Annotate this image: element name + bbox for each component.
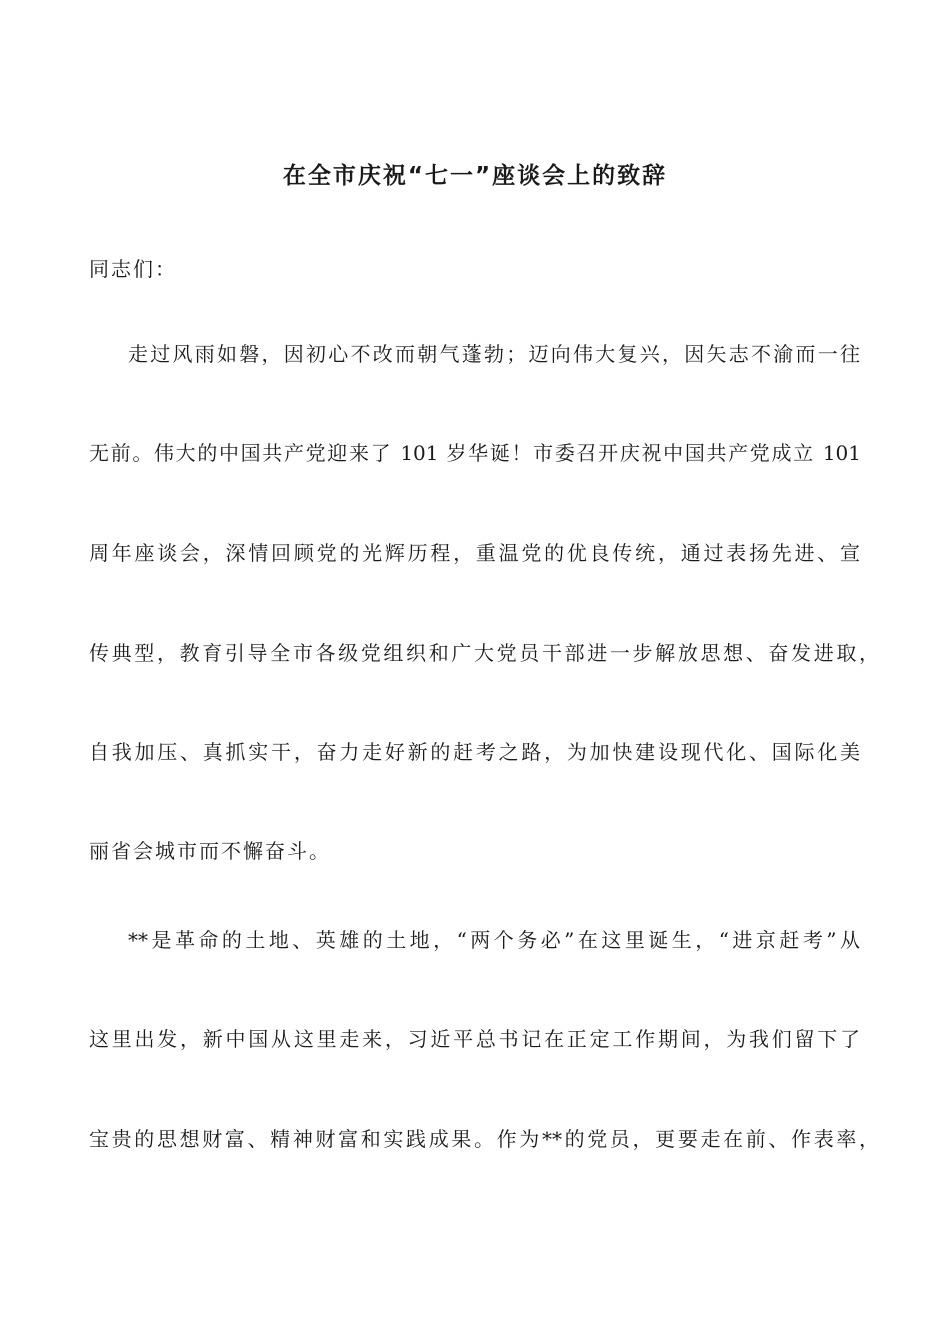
salutation: 同志们：	[89, 257, 177, 281]
paragraph-line: 周年座谈会，深情回顾党的光辉历程，重温党的优良传统，通过表扬先进、宣	[89, 541, 860, 565]
paragraph-line: **是革命的土地、英雄的土地，“两个务必”在这里诞生，“进京赶考”从	[128, 928, 860, 952]
paragraph-line: 走过风雨如磐，因初心不改而朝气蓬勃；迈向伟大复兴，因矢志不渝而一往	[128, 342, 860, 366]
paragraph-line: 丽省会城市而不懈奋斗。	[89, 839, 331, 863]
paragraph-line: 宝贵的思想财富、精神财富和实践成果。作为**的党员，更要走在前、作表率，	[89, 1127, 879, 1151]
document-title: 在全市庆祝“七一”座谈会上的致辞	[282, 163, 668, 189]
paragraph-line: 这里出发，新中国从这里走来，习近平总书记在正定工作期间，为我们留下了	[89, 1027, 860, 1051]
paragraph-line: 自我加压、真抓实干，奋力走好新的赶考之路，为加快建设现代化、国际化美	[89, 740, 860, 764]
paragraph-line: 传典型，教育引导全市各级党组织和广大党员干部进一步解放思想、奋发进取，	[89, 641, 879, 665]
paragraph-line: 无前。伟大的中国共产党迎来了 101 岁华诞！市委召开庆祝中国共产党成立 101	[89, 441, 861, 465]
